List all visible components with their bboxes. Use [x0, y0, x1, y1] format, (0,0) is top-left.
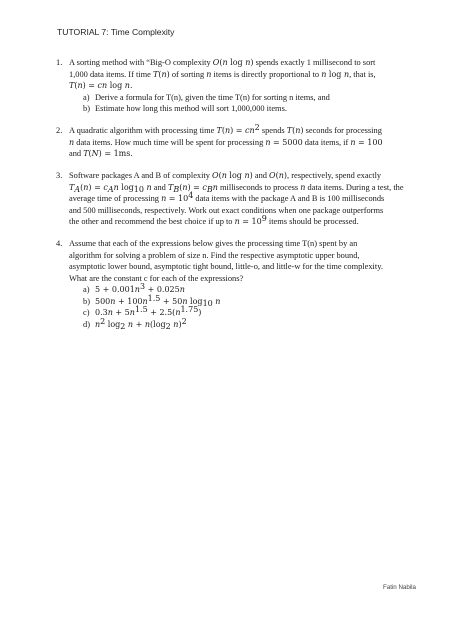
- page-header: TUTORIAL 7: Time Complexity: [57, 27, 175, 37]
- question-3-line-2: $T_A(n) = c_An$ $\log_{10} n$ and $T_B(n) = c_Bn$ milliseconds to process n data items. During a test, the: [69, 182, 404, 194]
- question-number: 1.: [56, 58, 63, 67]
- question-4b: b) $500n + 100n^{1.5} + 50n$ $\log_{10} n$: [83, 293, 221, 308]
- question-4c: c) $0.3n + 5n^{1.5} + 2.5(n^{1.75})$: [83, 305, 202, 317]
- question-2-line-2: n data items. How much time will be spent for processing n = 5000 data items, if n = 100: [69, 137, 383, 147]
- page-footer-author: Fatin Nabila: [382, 584, 416, 591]
- question-4d: d) $n^2$ $\log_2 n + n(\log_2$ n)$^2$: [83, 316, 187, 331]
- question-4a: a) $5 + 0.001n^3 + 0.025n$: [83, 282, 185, 294]
- question-2-line-3: and T(N) = 1ms.: [69, 149, 133, 158]
- question-4-line-2: algorithm for solving a problem of size n. Find the respective asymptotic upper bound,: [69, 250, 360, 260]
- question-3-line-5: the other and recommend the best choice if up to $n = 10^9$ items should be processed.: [69, 214, 359, 226]
- question-3-line-1: Software packages A and B of complexity O(n log n) and O(n), respectively, spend exactly: [69, 171, 382, 180]
- question-1b: b) Estimate how long this method will sort 1,000,000 items.: [83, 104, 287, 113]
- question-3-line-4: and 500 milliseconds, respectively. Work out exact conditions when one package outperforms: [69, 205, 384, 215]
- question-4-line-1: Assume that each of the expressions below gives the processing time T(n) spent by an: [69, 239, 358, 248]
- question-1a: a) Derive a formula for T(n), given the time T(n) for sorting n items, and: [83, 92, 330, 102]
- question-2-line-1: A quadratic algorithm with processing time $T(n) = cn^2$ spends T(n) seconds for processing: [69, 123, 382, 135]
- question-number: 3.: [56, 171, 63, 180]
- question-3-line-3: average time of processing $n = 10^4$ data items with the package A and B is 100 milliseconds: [69, 191, 385, 203]
- question-4-line-4: What are the constant c for each of the expressions?: [69, 273, 244, 283]
- question-number: 2.: [56, 126, 63, 135]
- question-1-line-1: A sorting method with “Big-O complexity O(n log n) spends exactly 1 millisecond to sort: [69, 58, 376, 67]
- question-4-line-3: asymptotic lower bound, asymptotic tight bound, little-o, and little-w for the time complexity.: [69, 262, 383, 271]
- question-number: 4.: [56, 239, 63, 248]
- question-1-line-2: 1,000 data items. If time T(n) of sorting n items is directly proportional to n log n, that is,: [69, 69, 376, 79]
- question-1-formula: T(n) = cn log n.: [69, 81, 133, 90]
